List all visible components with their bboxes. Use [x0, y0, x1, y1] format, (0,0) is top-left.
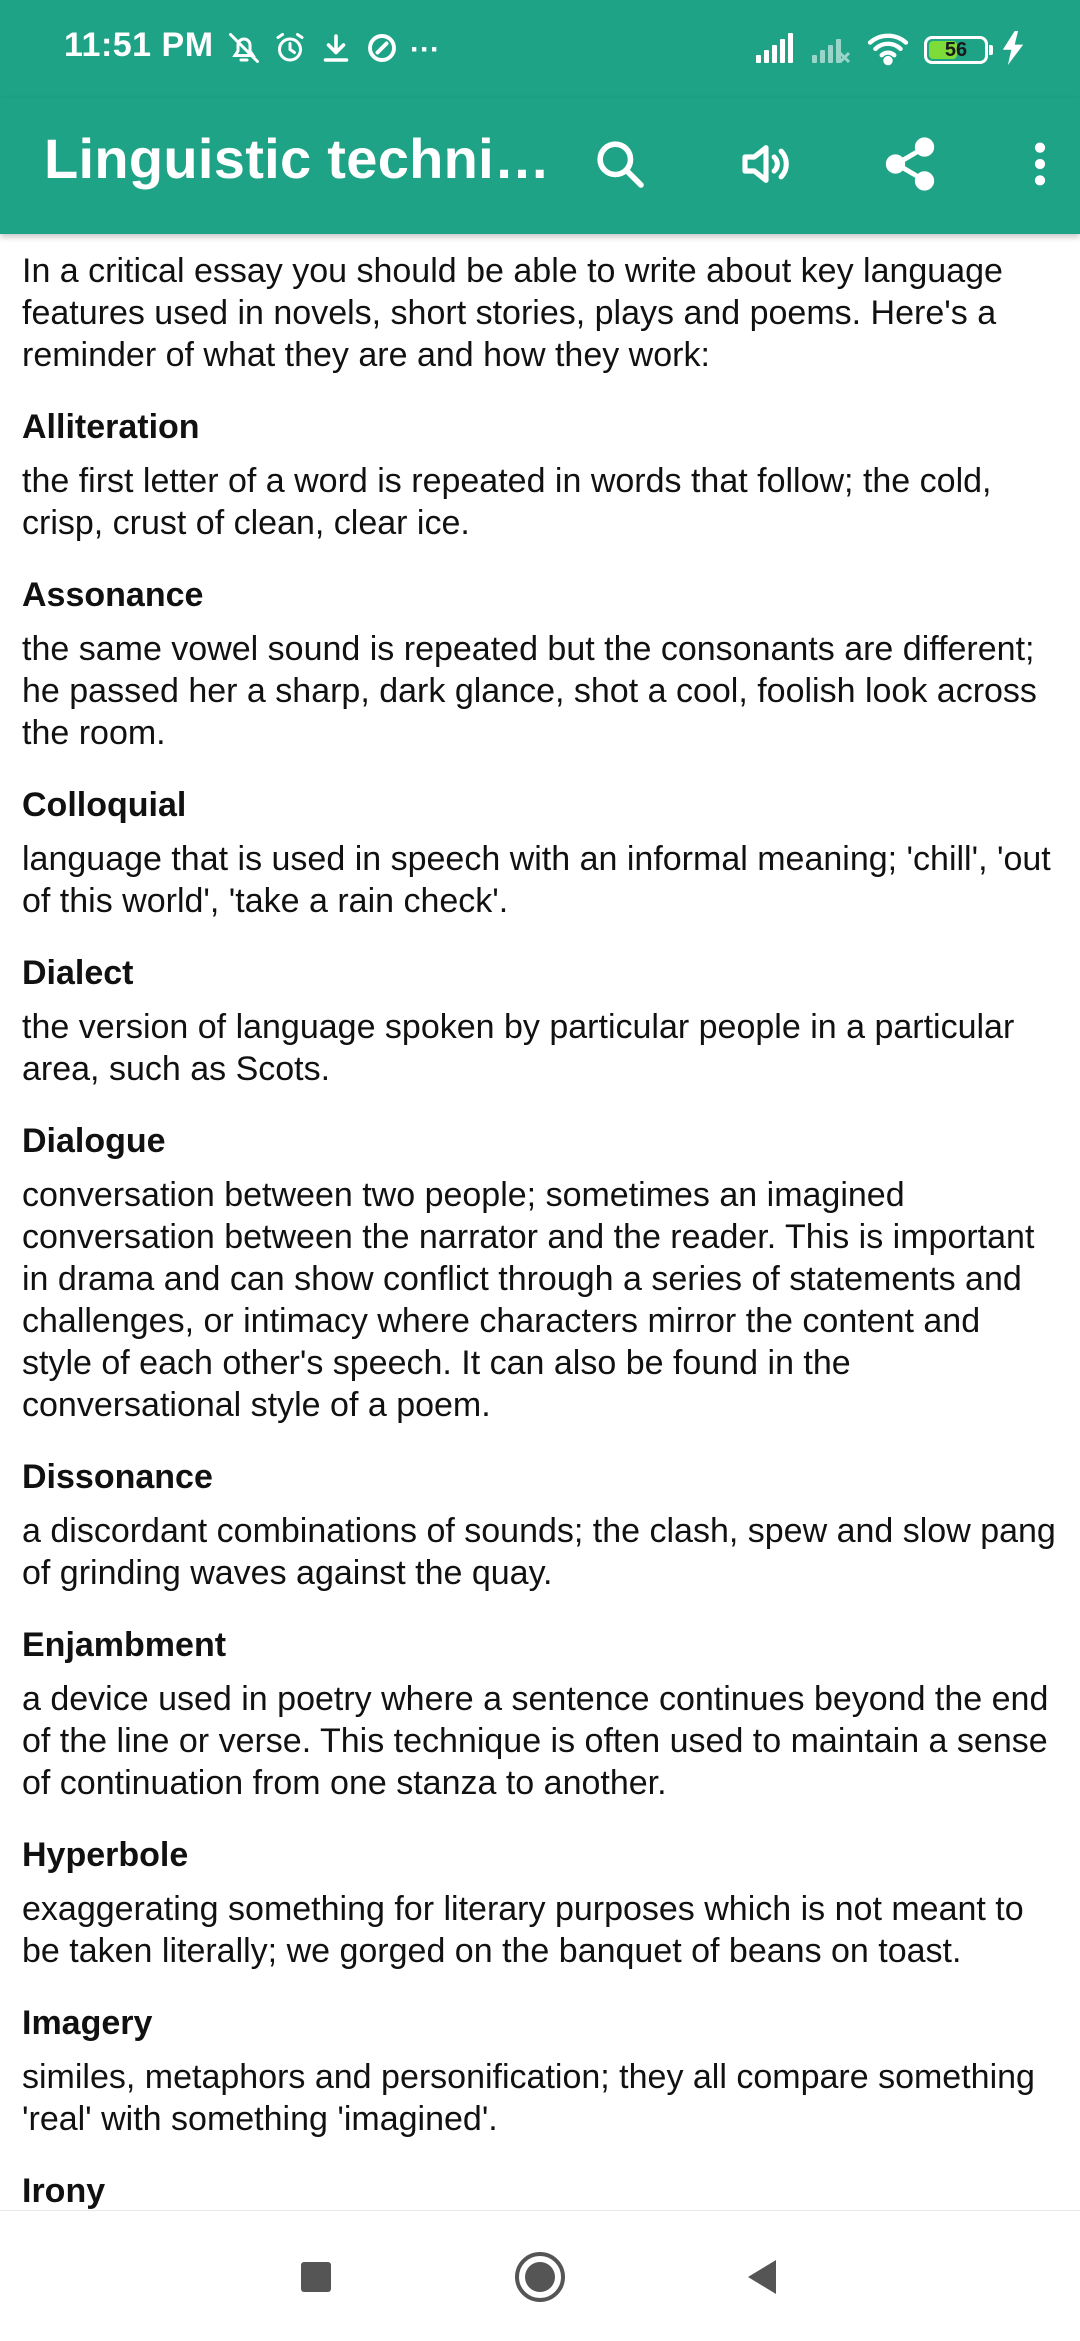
- term-definition: similes, metaphors and personification; they all compare something 'real' with something 'imagined'.: [22, 2058, 1035, 2138]
- term-definition: the same vowel sound is repeated but the consonants are different; he passed her a sharp, dark glance, shot a cool, foolish look across the room.: [22, 630, 1037, 752]
- signal-icon: [754, 31, 796, 70]
- home-button[interactable]: [500, 2239, 580, 2319]
- signal-no-service-icon: [810, 31, 852, 70]
- terms-list: [22, 406, 1058, 2210]
- navigation-bar: [0, 2210, 1080, 2341]
- intro-paragraph: In a critical essay you should be able to write about key language features used in novels, short stories, plays and poems. Here's a reminder of what they are and how they work:: [22, 252, 1003, 374]
- alarm-icon: [272, 30, 308, 71]
- term-definition: the first letter of a word is repeated in words that follow; the cold, crisp, crust of clean, clear ice.: [22, 462, 992, 542]
- battery-level: 56: [944, 38, 968, 61]
- status-left-icons: [226, 30, 440, 70]
- term-heading: Dialogue: [22, 1122, 166, 1160]
- status-right-icons: [754, 28, 1024, 72]
- page-title: Linguistic techni…: [44, 127, 551, 190]
- status-time: 11:51 PM: [64, 26, 214, 64]
- speak-button[interactable]: [728, 128, 804, 204]
- search-icon: [592, 136, 648, 197]
- term-heading: Colloquial: [22, 786, 187, 824]
- term-heading: Assonance: [22, 576, 204, 614]
- recents-button[interactable]: [276, 2239, 356, 2319]
- back-button[interactable]: [722, 2239, 802, 2319]
- battery-nub: [989, 45, 993, 55]
- status-bar: [0, 0, 1080, 98]
- charging-icon: [1002, 31, 1024, 70]
- term-heading: Hyperbole: [22, 1836, 189, 1874]
- term-definition: a discordant combinations of sounds; the clash, spew and slow pang of grinding waves against the quay.: [22, 1512, 1056, 1592]
- app-bar: [0, 98, 1080, 234]
- back-icon: [742, 2257, 782, 2302]
- share-button[interactable]: [872, 128, 948, 204]
- term-heading: Irony: [22, 2172, 106, 2210]
- search-button[interactable]: [582, 128, 658, 204]
- term-definition: conversation between two people; sometimes an imagined conversation between the narrator and the reader. This is important in drama and can show conflict through a series of statements and challenges, or intimacy where characters mirror the content and style of each other's speech. It can also be found in the conversational style of a poem.: [22, 1176, 1035, 1424]
- term-definition: a device used in poetry where a sentence continues beyond the end of the line or verse. This technique is often used to maintain a sense of continuation from one stanza to another.: [22, 1680, 1049, 1802]
- more-vert-icon: [1012, 136, 1068, 197]
- speaker-icon: [738, 136, 794, 197]
- term-heading: Enjambment: [22, 1626, 227, 1664]
- wifi-icon: [866, 30, 910, 71]
- overflow-menu-button[interactable]: [1002, 128, 1078, 204]
- term-heading: Dialect: [22, 954, 134, 992]
- more-status-icon: ···: [410, 33, 440, 66]
- share-icon: [881, 135, 939, 198]
- mute-icon: [226, 30, 262, 71]
- term-definition: language that is used in speech with an informal meaning; 'chill', 'out of this world', 'take a rain check'.: [22, 840, 1051, 920]
- term-heading: Alliteration: [22, 408, 200, 446]
- term-heading: Imagery: [22, 2004, 153, 2042]
- data-saver-icon: [364, 30, 400, 71]
- term-definition: exaggerating something for literary purposes which is not meant to be taken literally; we gorged on the banquet of beans on toast.: [22, 1890, 1024, 1970]
- home-icon: [513, 2250, 567, 2309]
- download-icon: [318, 30, 354, 71]
- article-content[interactable]: [0, 234, 1080, 2210]
- battery-icon: [924, 36, 988, 64]
- term-definition: the version of language spoken by particular people in a particular area, such as Scots.: [22, 1008, 1015, 1088]
- term-heading: Dissonance: [22, 1458, 213, 1496]
- recents-icon: [299, 2260, 333, 2299]
